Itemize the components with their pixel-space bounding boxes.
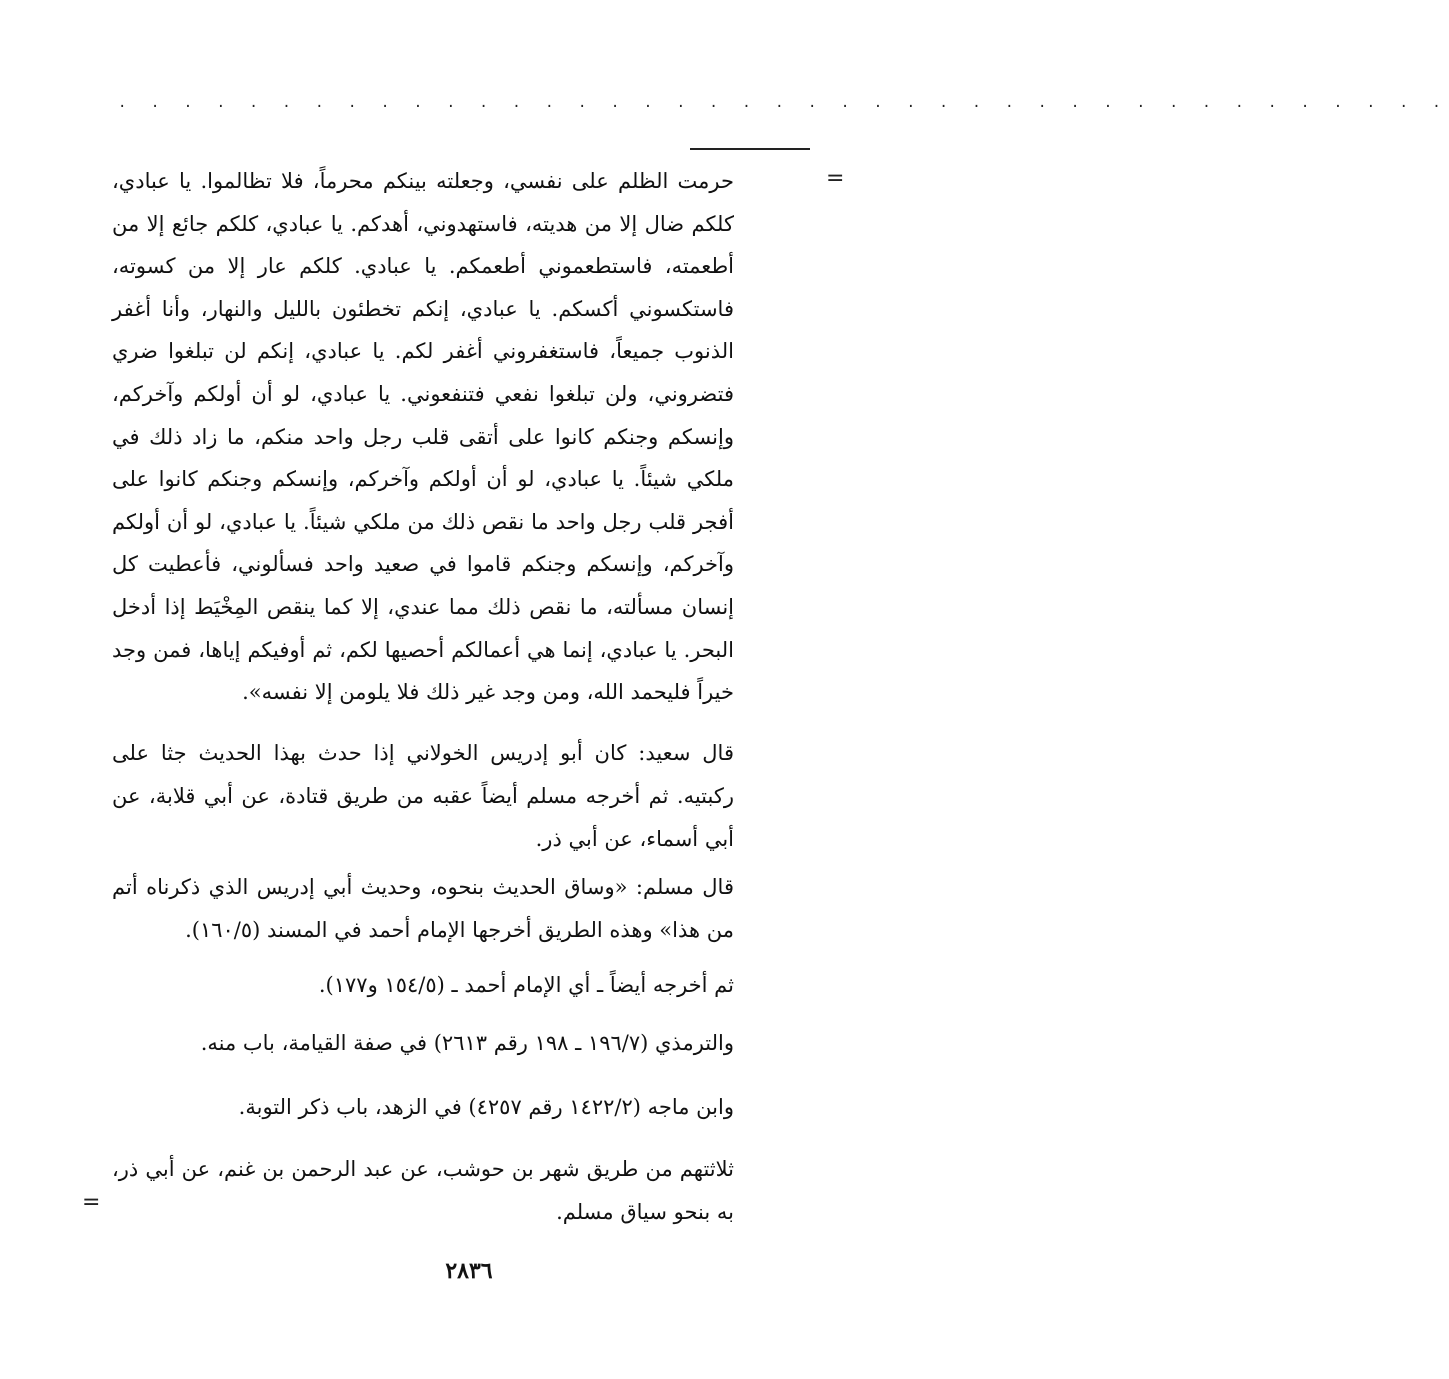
- page-number: ٢٨٣٦: [445, 1258, 493, 1284]
- header-dot-leader: . . . . . . . . . . . . . . . . . . . . . . . . . . . . . . . . . . . . . . . . .: [118, 95, 1449, 111]
- header-rule: [690, 148, 810, 150]
- paragraph-muslim-comment: قال مسلم: «وساق الحديث بنحوه، وحديث أبي إدريس الذي ذكرناه أتم من هذا» وهذه الطريق أخرجها الإمام أحمد في المسند (١٦٠/٥).: [112, 875, 734, 942]
- paragraph-chain-summary: ثلاثتهم من طريق شهر بن حوشب، عن عبد الرحمن بن غنم، عن أبي ذر، به بنحو سياق مسلم.: [112, 1157, 734, 1224]
- paragraph-tirmidhi-citation: والترمذي (١٩٦/٧ ـ ١٩٨ رقم ٢٦١٣) في صفة القيامة، باب منه.: [200, 1031, 734, 1055]
- paragraph-said-comment: قال سعيد: كان أبو إدريس الخولاني إذا حدث بهذا الحديث جثا على ركبتيه. ثم أخرجه مسلم أيضاً عقبه من طريق قتادة، عن أبي قلابة، عن أبي أسماء، عن أبي ذر.: [112, 741, 734, 851]
- paragraph-ibn-majah-citation: وابن ماجه (١٤٢٢/٢ رقم ٤٢٥٧) في الزهد، باب ذكر التوبة.: [238, 1095, 734, 1119]
- continuation-mark-top: =: [826, 166, 845, 191]
- hadith-text: حرمت الظلم على نفسي، وجعلته بينكم محرماً، فلا تظالموا. يا عبادي، كلكم ضال إلا من هديته، فاستهدوني، أهدكم. يا عبادي، كلكم جائع إلا من أطعمته، فاستطعموني أطعمكم. يا عبادي. كلكم عار إلا من كسوته، فاستكسوني أكسكم. يا عبادي، إنكم تخطئون بالليل والنهار، وأنا أغفر الذنوب جميعاً، فاستغفروني أغفر لكم. يا عبادي، إنكم لن تبلغوا ضري فتضروني، ولن تبلغوا نفعي فتنفعوني. يا عبادي، لو أن أولكم وآخركم، وإنسكم وجنكم كانوا على أتقى قلب رجل واحد منكم، ما زاد ذلك في ملكي شيئاً. يا عبادي، لو أن أولكم وآخركم، وإنسكم وجنكم كانوا على أفجر قلب رجل واحد ما نقص ذلك من ملكي شيئاً. يا عبادي، لو أن أولكم وآخركم، وإنسكم وجنكم قاموا في صعيد واحد فسألوني، فأعطيت كل إنسان مسألته، ما نقص ذلك مما عندي، إلا كما ينقص المِخْيَط إذا أدخل البحر. يا عبادي، إنما هي أعمالكم أحصيها لكم، ثم أوفيكم إياها، فمن وجد خيراً فليحمد الله، ومن وجد غير ذلك فلا يلومن إلا نفسه».: [112, 169, 734, 705]
- paragraph-ahmad-citation: ثم أخرجه أيضاً ـ أي الإمام أحمد ـ (١٥٤/٥ و١٧٧).: [318, 973, 734, 997]
- continuation-mark-bottom: =: [82, 1190, 101, 1215]
